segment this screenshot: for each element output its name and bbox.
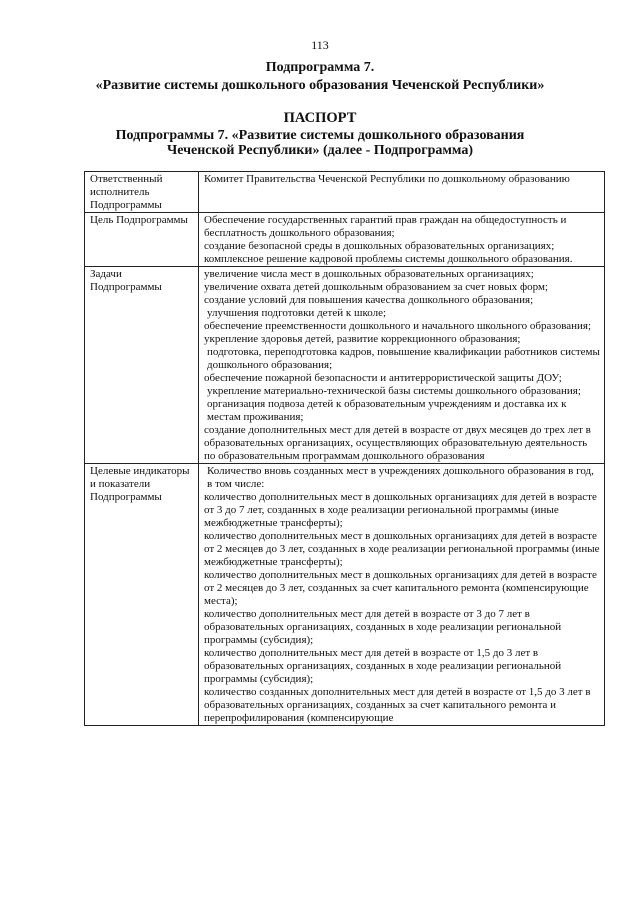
row-content <box>199 172 605 213</box>
content-line: организация подвоза детей к образовательным учреждениям и доставка их к местам проживания; <box>207 398 567 423</box>
table-row <box>85 213 605 267</box>
passport-subtitle-line2: Чеченской Республики» (далее - Подпрограмма) <box>166 143 474 158</box>
content-line: укрепление здоровья детей, развитие коррекционного образования; <box>204 333 521 345</box>
content-line: количество дополнительных мест для детей в возрасте от 3 до 7 лет в образовательных организациях, созданных в ходе реализации региональной программы (субсидия); <box>204 608 562 646</box>
content-line: Комитет Правительства Чеченской Республики по дошкольному образованию <box>204 173 570 185</box>
content-line: создание дополнительных мест для детей в возрасте от двух месяцев до трех лет в образовательных организациях, осуществляющих образовательную деятельность по образовательным программам дошкольного образования <box>204 424 591 462</box>
content-line: создание условий для повышения качества дошкольного образования; <box>204 294 534 306</box>
content-line: укрепление материально-технической базы системы дошкольного образования; <box>207 385 581 397</box>
row-label: Задачи Подпрограммы <box>85 267 199 464</box>
row-label: Ответственный исполнитель Подпрограммы <box>85 172 199 213</box>
row-label: Целевые индикаторы и показатели Подпрограммы <box>85 464 199 726</box>
passport-subtitle-line1: Подпрограммы 7. «Развитие системы дошкольного образования <box>115 128 525 143</box>
document-title: Подпрограмма 7. <box>265 60 375 75</box>
content-line: улучшения подготовки детей к школе; <box>207 307 387 319</box>
content-line: Обеспечение государственных гарантий прав граждан на общедоступность и бесплатность дошкольного образования; <box>204 214 567 239</box>
content-line: обеспечение пожарной безопасности и антитеррористической защиты ДОУ; <box>204 372 562 384</box>
row-content <box>199 267 605 464</box>
content-line: количество дополнительных мест в дошкольных организациях для детей в возрасте от 3 до 7 лет, созданных в ходе реализации региональной программы (иные межбюджетные трансферты); <box>204 491 597 529</box>
table-row <box>85 172 605 213</box>
content-line: комплексное решение кадровой проблемы системы дошкольного образования. <box>204 253 573 265</box>
content-line: создание безопасной среды в дошкольных образовательных организациях; <box>204 240 555 252</box>
row-content <box>199 464 605 726</box>
passport-heading: ПАСПОРТ <box>283 110 357 126</box>
content-line: увеличение числа мест в дошкольных образовательных организациях; <box>204 268 534 280</box>
passport-table <box>84 171 605 726</box>
content-line: увеличение охвата детей дошкольным образованием за счет новых форм; <box>204 281 549 293</box>
table-row <box>85 267 605 464</box>
row-label: Цель Подпрограммы <box>85 213 199 267</box>
content-line: количество созданных дополнительных мест для детей в возрасте от 1,5 до 3 лет в образовательных организациях, созданных за счет капитального ремонта и перепрофилирования (компенсирующие <box>204 686 591 724</box>
content-line: обеспечение преемственности дошкольного и начального школьного образования; <box>204 320 592 332</box>
content-line: количество дополнительных мест для детей в возрасте от 1,5 до 3 лет в образовательных организациях, созданных в ходе реализации региональной программы (субсидия); <box>204 647 562 685</box>
content-line: количество дополнительных мест в дошкольных организациях для детей в возрасте от 2 месяцев до 3 лет, созданных в ходе реализации региональной программы (иные межбюджетные трансферты); <box>204 530 600 568</box>
content-line: количество дополнительных мест в дошкольных организациях для детей в возрасте от 2 месяцев до 3 лет, созданных за счет капитального ремонта (компенсирующие места); <box>204 569 597 607</box>
content-line: подготовка, переподготовка кадров, повышение квалификации работников системы дошкольного образования; <box>207 346 600 371</box>
document-title-subtitle: «Развитие системы дошкольного образования Чеченской Республики» <box>95 78 545 93</box>
row-content <box>199 213 605 267</box>
page-number: 113 <box>311 38 329 52</box>
table-row <box>85 464 605 726</box>
content-line: Количество вновь созданных мест в учреждениях дошкольного образования в год, в том числе: <box>207 465 594 490</box>
